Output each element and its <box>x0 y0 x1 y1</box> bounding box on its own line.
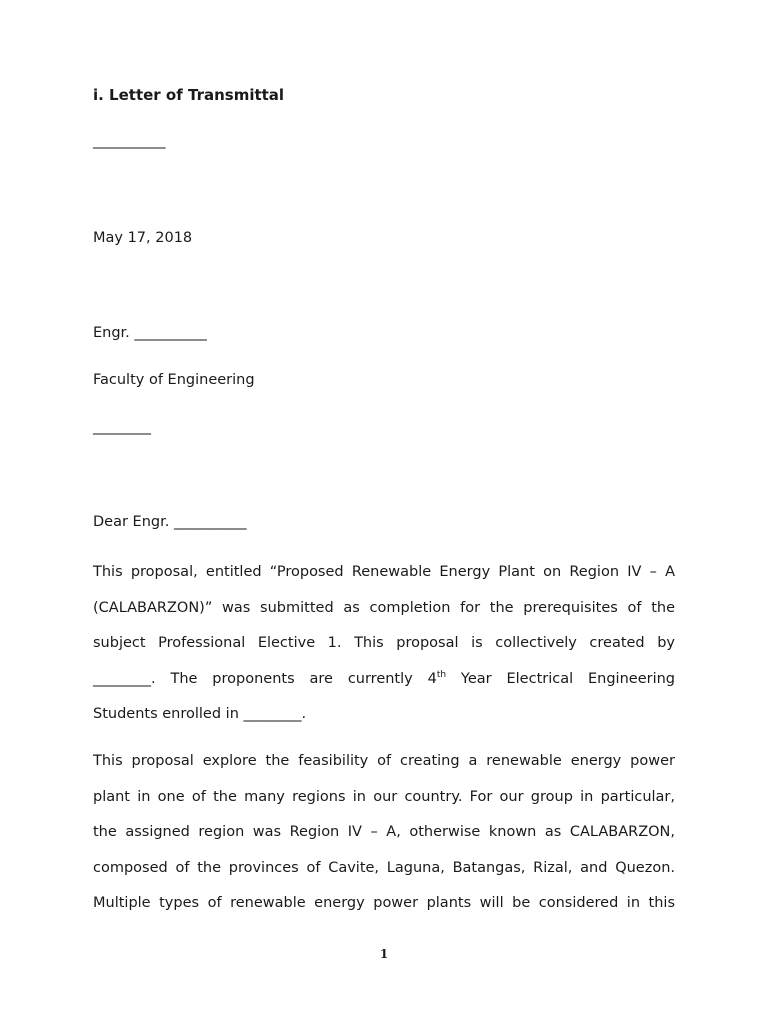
salutation: Dear Engr. __________ <box>93 514 247 530</box>
recipient-address-blank: ________ <box>93 419 151 435</box>
paragraph-line: composed of the provinces of Cavite, Laguna, Batangas, Rizal, and Quezon. <box>93 859 675 876</box>
line-text-after-superscript: Year Electrical Engineering <box>446 670 675 687</box>
paragraph-line: This proposal, entitled “Proposed Renewable Energy Plant on Region IV – A <box>93 564 675 580</box>
paragraph-line: This proposal explore the feasibility of creating a renewable energy power <box>93 753 675 769</box>
recipient-department: Faculty of Engineering <box>93 372 255 388</box>
paragraph-line <box>93 668 675 704</box>
letter-date: May 17, 2018 <box>93 230 193 246</box>
paragraph-line: subject Professional Elective 1. This proposal is collectively created by <box>93 635 675 651</box>
paragraph-line: the assigned region was Region IV – A, otherwise known as CALABARZON, <box>93 824 675 840</box>
ordinal-superscript: th <box>436 669 447 680</box>
recipient-name-line: Engr. __________ <box>93 325 207 341</box>
paragraph-line: Students enrolled in ________. <box>93 706 307 722</box>
page-number: 1 <box>379 947 389 961</box>
line-text-before-superscript: ________. The proponents are currently 4 <box>93 670 437 687</box>
paragraph-line: Multiple types of renewable energy power plants will be considered in this <box>93 895 675 911</box>
paragraph-line: plant in one of the many regions in our country. For our group in particular, <box>93 788 675 805</box>
section-heading: i. Letter of Transmittal <box>93 86 285 104</box>
sender-blank-line: __________ <box>93 133 166 149</box>
body-paragraph-1 <box>93 561 675 739</box>
body-paragraph-2 <box>93 750 675 928</box>
paragraph-line: (CALABARZON)” was submitted as completion for the prerequisites of the <box>93 599 675 616</box>
